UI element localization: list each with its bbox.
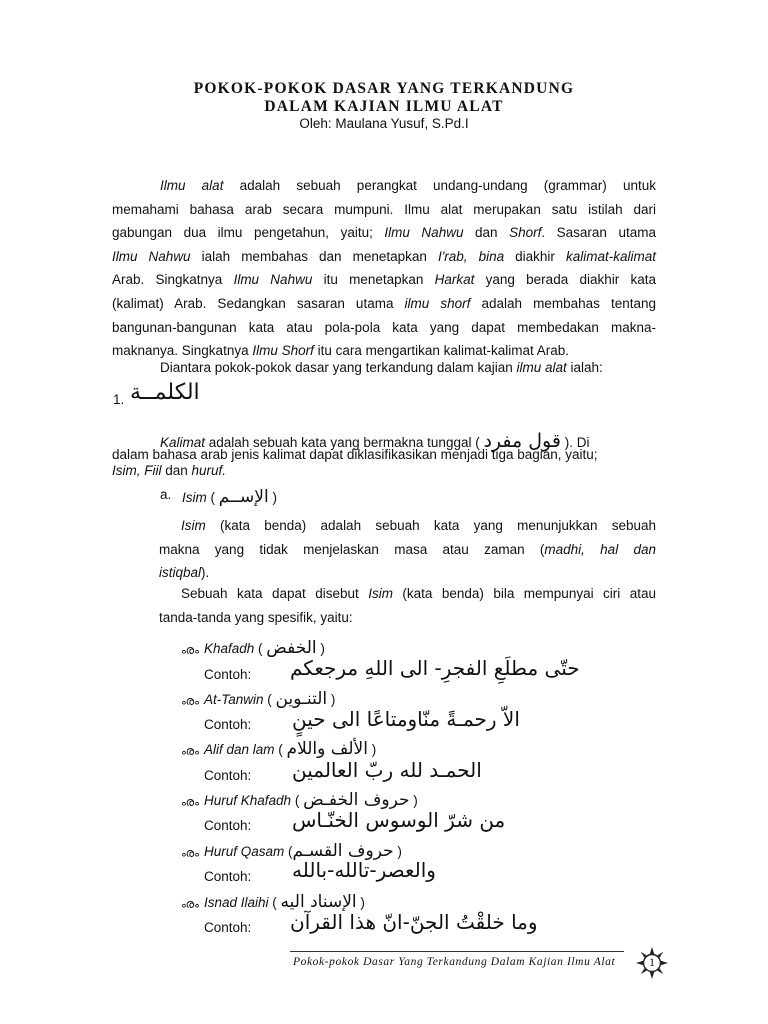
contoh-label: Contoh: [204,869,252,884]
feature-example-arabic: الاّ رحمـةً منّاومتاعًا الى حينٍ [292,707,520,731]
contoh-label: Contoh: [204,920,252,935]
feature-heading: Alif dan lam ( الألف واللام ) [204,739,377,759]
feature-example-arabic: الحمـد لله ربّ العالمين [292,758,482,782]
section-heading-arabic: الكلمــة [130,380,200,405]
diantara-line: Diantara pokok-pokok dasar yang terkandung dalam kajian ilmu alat ialah: [160,360,603,375]
intro-line-3: gabungan dua ilmu pengetahun, yaitu; Ilmu Nahwu dan Shorf. Sasaran utama [112,225,656,241]
isim-line-3: istiqbal). [159,565,210,581]
feature-example-arabic: والعصر-تالله-بالله [292,858,436,882]
author-line: Oleh: Maulana Yusuf, S.Pd.I [299,116,469,131]
page-number-badge [636,947,668,979]
bullet-icon: ൟ [181,694,199,708]
kalimat-line-3: Isim, Fiil dan huruf. [112,463,227,478]
feature-example-arabic: من شرّ الوسوس الخنّـاس [292,808,506,832]
footer-rule [290,951,624,952]
intro-line-5: Arab. Singkatnya Ilmu Nahwu itu menetapkan Harkat yang berada diakhir kata [112,272,656,288]
bullet-icon: ൟ [181,643,199,657]
isim-line-2: makna yang tidak menjelaskan masa atau zaman (madhi, hal dan [159,541,656,557]
title-line-1: POKOK-POKOK DASAR YANG TERKANDUNG [193,80,575,97]
intro-line-8: maknanya. Singkatnya Ilmu Shorf itu cara mengartikan kalimat-kalimat Arab. [112,343,569,359]
bullet-icon: ൟ [181,744,199,758]
feature-example-arabic: وما خلقْتُ الجنّ-انّ هذا القرآن [290,910,538,934]
intro-paragraph [112,174,656,363]
intro-line-4: Ilmu Nahwu ialah membahas dan menetapkan I'rab, bina diakhir kalimat-kalimat [112,248,656,264]
intro-line-6: (kalimat) Arab. Sedangkan sasaran utama ilmu shorf adalah membahas tentang [112,295,657,311]
ciri-line-2: tanda-tanda yang spesifik, yaitu: [159,609,353,625]
intro-line-2: memahami bahasa arab secara mumpuni. Ilmu alat merupakan satu istilah dari [112,201,656,217]
title-line-2: DALAM KAJIAN ILMU ALAT [264,98,504,115]
section-number: 1. [113,392,125,407]
contoh-label: Contoh: [204,768,252,783]
ciri-paragraph [159,582,656,629]
bullet-icon: ൟ [181,846,199,860]
ciri-line-1: Sebuah kata dapat disebut Isim (kata benda) bila mempunyai ciri atau [181,586,656,601]
kalimat-line-2: dalam bahasa arab jenis kalimat dapat diklasifikasikan menjadi tiga bagian, yaitu; [112,447,598,462]
isim-paragraph [159,514,656,585]
intro-line-7: bangunan-bangunan kata atau pola-pola kata yang dapat membedakan makna- [112,319,656,335]
feature-heading: At-Tanwin ( التنـوين ) [204,689,336,709]
page-number: 1 [649,955,655,969]
kalimat-line-1: Kalimat adalah sebuah kata yang bermakna tunggal ( قول مفرد ). Di [160,430,590,452]
feature-example-arabic: حتّى مطلَعِ الفجرِ- الى اللهِ مرجعكم [290,656,580,680]
contoh-label: Contoh: [204,818,252,833]
feature-heading: Huruf Qasam (حروف القسـم ) [204,841,402,861]
footer-text: Pokok-pokok Dasar Yang Terkandung Dalam Kajian Ilmu Alat [293,956,616,968]
contoh-label: Contoh: [204,717,252,732]
contoh-label: Contoh: [204,667,252,682]
feature-heading: Huruf Khafadh ( حروف الخفـض ) [204,790,418,810]
feature-heading: Isnad Ilaihi ( الإسناد اليه ) [204,892,365,912]
sub-a-heading: Isim ( الإســم ) [182,487,277,507]
feature-heading: Khafadh ( الخفض ) [204,638,325,658]
sub-a-label: a. [160,487,172,502]
isim-line-1: Isim (kata benda) adalah sebuah kata yang menunjukkan sebuah [181,518,656,533]
intro-line-1: Ilmu alat adalah sebuah perangkat undang-undang (grammar) untuk [160,178,656,193]
bullet-icon: ൟ [181,897,199,911]
bullet-icon: ൟ [181,795,199,809]
